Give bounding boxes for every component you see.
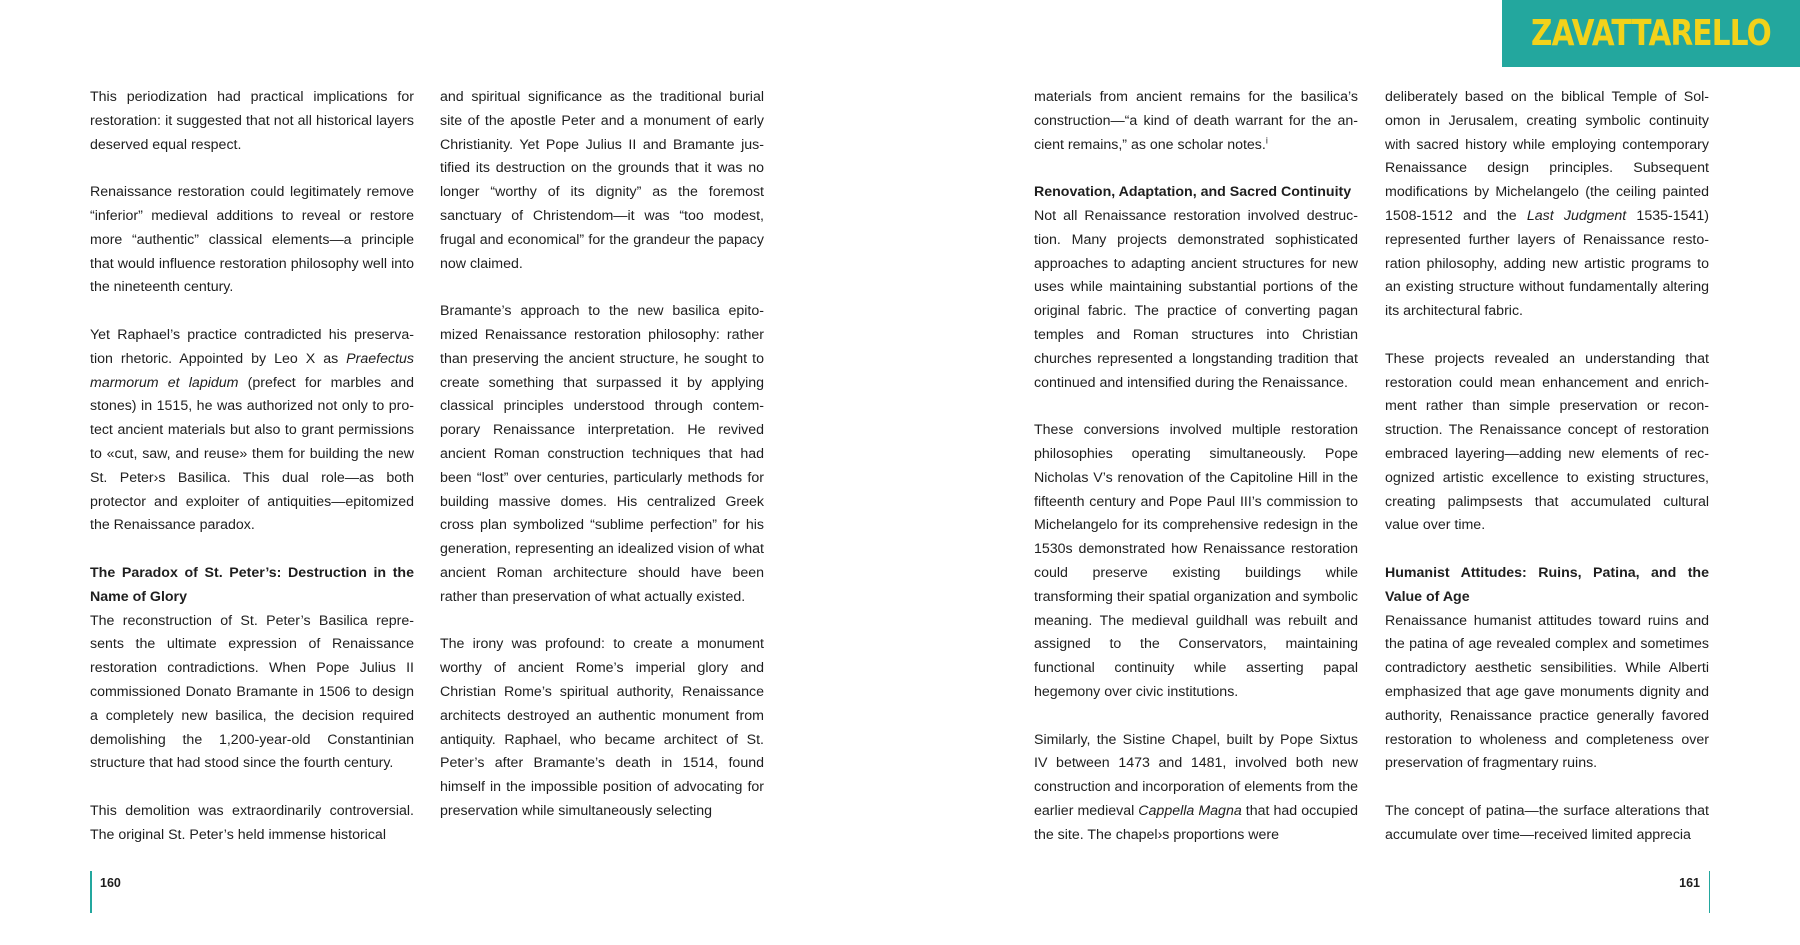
text-run: that had occupied the site. The chapel›s proportions were xyxy=(1034,802,1358,843)
text-run: Yet Raphael’s practice contradicted his preservation rhetoric. Appointed by Leo X as xyxy=(90,326,414,367)
endnote-marker: i xyxy=(1265,134,1268,145)
italic-term: Last Judgment xyxy=(1526,207,1627,224)
paragraph: These projects revealed an understanding that restoration could mean enhancement and enrichment rather than simple preservation or reconstruction. The Renaissance concept of restoration embraced layering—adding new elements of recognized artistic excellence to existing structures, creating palimpsests that accumulated cultural value over time. xyxy=(1385,350,1709,534)
paragraph: Not all Renaissance restoration involved destruction. Many projects demonstrated sophisticated approaches to adapting ancient structures for new uses while maintaining substantial portions of the original fabric. The practice of converting pagan temples and Roman structures into Christian churches represented a longstanding tradition that continued and intensified during the Renaissance. xyxy=(1034,207,1358,391)
section-heading: Humanist Attitudes: Ruins, Patina, and the Value of Age xyxy=(1385,564,1709,605)
paragraph xyxy=(1034,86,1358,157)
left-page-column-2 xyxy=(440,86,764,824)
section-heading: The Paradox of St. Peter’s: Destruction in the Name of Glory xyxy=(90,564,414,605)
paragraph: The concept of patina—the surface alterations that accumulate over time—received limited apprecia xyxy=(1385,802,1709,843)
text-run: (prefect for marbles and stones) in 1515, he was authorized not only to protect ancient materials but also to grant permissions to «cut, saw, and reuse» them for building the new St. Peter›s Basilica. This dual role—as both protector and exploiter of antiquities—epitomized the Renaissance paradox. xyxy=(90,374,414,534)
italic-term: Cappella Magna xyxy=(1138,802,1242,819)
paragraph: and spiritual significance as the traditional burial site of the apostle Peter and a monument of early Christianity. Yet Pope Julius II and Bramante justified its destruction on the grounds that it was no longer “worthy of its dignity” as the foremost sanctuary of Christendom—it was “too modest, frugal and economical” for the grandeur the papacy now claimed. xyxy=(440,89,764,272)
paragraph xyxy=(1385,86,1709,324)
paragraph xyxy=(90,324,414,538)
paragraph: These conversions involved multiple restoration philosophies operating simultaneously. Pope Nicholas V’s renovation of the Capitoline Hill in the fifteenth century and Pope Paul III’s commission to Michelangelo for its comprehensive redesign in the 1530s demonstrated how Renaissance restoration could preserve existing buildings while transforming their spatial organization and symbolic meaning. The medieval guildhall was rebuilt and assigned to the Conservators, maintaining functional continuity while asserting papal hegemony over civic institutions. xyxy=(1034,422,1358,700)
right-page-folio xyxy=(1630,871,1710,913)
paragraph xyxy=(1034,729,1358,848)
paragraph: The reconstruction of St. Peter’s Basilica represents the ultimate expression of Renaissance restoration contradictions. When Pope Julius II commissioned Donato Bramante in 1506 to design a completely new basilica, the decision required demolishing the 1,200-year-old Constantinian structure that had stood since the fourth century. xyxy=(90,612,414,772)
section-heading: Renovation, Adaptation, and Sacred Continuity xyxy=(1034,184,1352,201)
paragraph: Renaissance humanist attitudes toward ruins and the patina of age revealed complex and sometimes contradictory aesthetic sensibilities. While Alberti emphasized that age gave monuments dignity and authority, Renaissance practice generally favored restoration to wholeness and completeness over preservation of fragmentary ruins. xyxy=(1385,612,1709,772)
running-header-title: ZAVATTARELLO xyxy=(1531,13,1771,54)
paragraph: This demolition was extraordinarily controversial. The original St. Peter’s held immense historical xyxy=(90,802,414,843)
left-page-folio xyxy=(90,871,170,913)
folio-rule xyxy=(1709,871,1711,913)
text-run: deliberately based on the biblical Temple of Solomon in Jerusalem, creating symbolic continuity with sacred history while employing contemporary Renaissance design principles. Subsequent modifications by Michelangelo (the ceiling painted 1508-1512 and the xyxy=(1385,89,1709,224)
text-run: Similarly, the Sistine Chapel, built by Pope Sixtus IV between 1473 and 1481, involved both new construction and incorporation of elements from the earlier medieval xyxy=(1034,731,1358,819)
paragraph: The irony was profound: to create a monument worthy of ancient Rome’s imperial glory and Christian Rome’s spiritual authority, Renaissance architects destroyed an authentic monument from antiquity. Raphael, who became architect of St. Peter’s after Bramante’s death in 1514, found himself in the impossible position of advocating for preservation while simultaneously selecting xyxy=(440,636,764,819)
running-header-tab xyxy=(1502,0,1800,67)
right-page-column-2 xyxy=(1385,86,1709,848)
right-page-column-1 xyxy=(1034,86,1358,848)
page-number: 161 xyxy=(1679,876,1700,890)
page-number: 160 xyxy=(100,876,121,890)
text-run: 1535-1541) represented further layers of Renaissance restoration philosophy, adding new artistic programs to an existing structure without fundamentally altering its architectural fabric. xyxy=(1385,207,1709,320)
italic-term: Praefectus marmorum et lapidum xyxy=(90,350,414,391)
left-page-column-1 xyxy=(90,86,414,848)
paragraph: This periodization had practical implications for restoration: it suggested that not all historical layers deserved equal respect. xyxy=(90,89,414,153)
text-run: materials from ancient remains for the basilica’s construction—“a kind of death warrant for the ancient remains,” as one scholar notes. xyxy=(1034,89,1358,153)
folio-rule xyxy=(90,871,92,913)
paragraph: Renaissance restoration could legitimately remove “inferior” medieval additions to reveal or restore more “authentic” classical elements—a principle that would influence restoration philosophy well into the nineteenth century. xyxy=(90,184,414,296)
paragraph: Bramante’s approach to the new basilica epitomized Renaissance restoration philosophy: rather than preserving the ancient structure, he sought to create something that surpassed it by applying classical principles understood through contemporary Renaissance interpretation. He revived ancient Roman construction techniques that had been “lost” over centuries, particularly methods for building massive domes. His centralized Greek cross plan symbolized “sublime perfection” for his generation, representing an idealized vision of what ancient Roman architecture should have been rather than preservation of what actually existed. xyxy=(440,303,764,605)
